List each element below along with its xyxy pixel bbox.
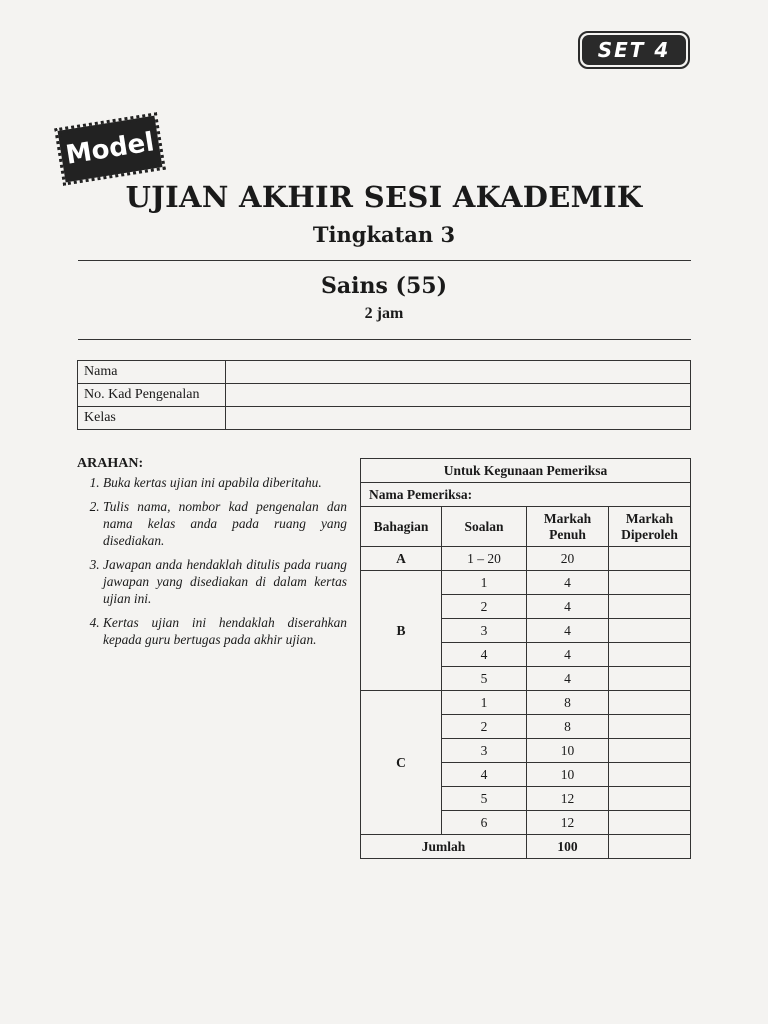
full-marks-cell: 10	[527, 739, 609, 763]
table-row	[361, 691, 691, 715]
full-marks-cell: 4	[527, 643, 609, 667]
instructions	[77, 456, 347, 655]
obtained-marks-cell[interactable]	[609, 739, 691, 763]
divider	[78, 339, 691, 340]
total-label: Jumlah	[361, 835, 527, 859]
instruction-item: 4. Kertas ujian ini hendaklah diserahkan kepada guru bertugas pada akhir ujian.	[103, 614, 347, 648]
full-marks-cell: 4	[527, 571, 609, 595]
instructions-heading: ARAHAN:	[77, 456, 144, 471]
obtained-marks-cell[interactable]	[609, 643, 691, 667]
total-full-marks: 100	[527, 835, 609, 859]
instruction-item: 3. Jawapan anda hendaklah ditulis pada ruang jawapan yang disediakan di dalam kertas ujian ini.	[103, 556, 347, 607]
full-marks-cell: 12	[527, 787, 609, 811]
obtained-marks-cell[interactable]	[609, 667, 691, 691]
question-cell: 5	[442, 667, 527, 691]
divider	[78, 260, 691, 261]
question-cell: 3	[442, 619, 527, 643]
full-marks-cell: 20	[527, 547, 609, 571]
obtained-marks-cell[interactable]	[609, 619, 691, 643]
student-name-field[interactable]	[226, 361, 691, 384]
obtained-marks-cell[interactable]	[609, 691, 691, 715]
full-marks-cell: 4	[527, 619, 609, 643]
question-cell: 1	[442, 691, 527, 715]
obtained-marks-cell[interactable]	[609, 571, 691, 595]
instruction-item: 1. Buka kertas ujian ini apabila diberitahu.	[103, 474, 347, 491]
obtained-marks-cell[interactable]	[609, 595, 691, 619]
question-cell: 1 – 20	[442, 547, 527, 571]
student-ic-label: No. Kad Pengenalan	[78, 384, 226, 407]
student-info-row	[78, 407, 691, 430]
col-header-question: Soalan	[442, 507, 527, 547]
obtained-marks-cell[interactable]	[609, 811, 691, 835]
question-cell: 4	[442, 763, 527, 787]
obtained-marks-cell[interactable]	[609, 547, 691, 571]
examiner-name-field[interactable]: Nama Pemeriksa:	[361, 483, 691, 507]
section-label: B	[361, 571, 442, 691]
examiner-table	[360, 458, 691, 859]
instruction-item: 2. Tulis nama, nombor kad pengenalan dan nama kelas anda pada ruang yang disediakan.	[103, 498, 347, 549]
total-obtained-marks[interactable]	[609, 835, 691, 859]
subject-title: Sains (55)	[321, 273, 447, 299]
full-marks-cell: 8	[527, 691, 609, 715]
section-label: A	[361, 547, 442, 571]
student-class-field[interactable]	[226, 407, 691, 430]
question-cell: 5	[442, 787, 527, 811]
question-cell: 3	[442, 739, 527, 763]
examiner-table-title: Untuk Kegunaan Pemeriksa	[361, 459, 691, 483]
section-label: C	[361, 691, 442, 835]
exam-form-level: Tingkatan 3	[312, 222, 456, 247]
col-header-section: Bahagian	[361, 507, 442, 547]
exam-duration: 2 jam	[364, 305, 404, 322]
full-marks-cell: 12	[527, 811, 609, 835]
question-cell: 2	[442, 595, 527, 619]
table-row	[361, 547, 691, 571]
exam-title: UJIAN AKHIR SESI AKADEMIK	[125, 180, 643, 214]
student-ic-field[interactable]	[226, 384, 691, 407]
question-cell: 4	[442, 643, 527, 667]
total-row	[361, 835, 691, 859]
set-badge	[578, 31, 690, 69]
student-info-row	[78, 384, 691, 407]
question-cell: 2	[442, 715, 527, 739]
full-marks-cell: 10	[527, 763, 609, 787]
full-marks-cell: 4	[527, 667, 609, 691]
obtained-marks-cell[interactable]	[609, 715, 691, 739]
full-marks-cell: 8	[527, 715, 609, 739]
set-badge-label: SET 4	[582, 35, 686, 65]
col-header-full-marks: Markah Penuh	[527, 507, 609, 547]
student-info-row	[78, 361, 691, 384]
question-cell: 1	[442, 571, 527, 595]
student-class-label: Kelas	[78, 407, 226, 430]
full-marks-cell: 4	[527, 595, 609, 619]
table-row	[361, 571, 691, 595]
model-logo: Model	[61, 119, 159, 179]
obtained-marks-cell[interactable]	[609, 787, 691, 811]
student-name-label: Nama	[78, 361, 226, 384]
obtained-marks-cell[interactable]	[609, 763, 691, 787]
student-info-table	[77, 360, 691, 430]
question-cell: 6	[442, 811, 527, 835]
instructions-list	[77, 474, 347, 648]
col-header-obtained-marks: Markah Diperoleh	[609, 507, 691, 547]
